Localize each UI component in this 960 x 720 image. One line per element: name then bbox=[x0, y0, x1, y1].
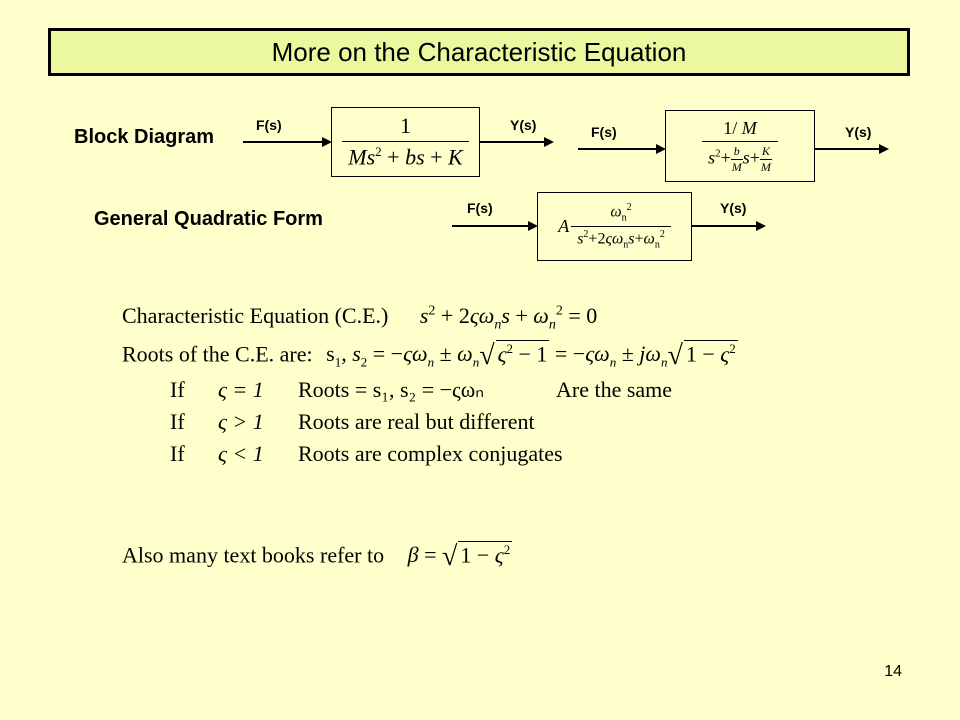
block-diagram-label: Block Diagram bbox=[74, 126, 215, 148]
tf1-denominator: $Ms^2$ + bs + K bbox=[342, 141, 468, 170]
characteristic-equation bbox=[122, 303, 597, 333]
tf3-fraction bbox=[571, 202, 671, 250]
if-word-2: If bbox=[170, 409, 185, 434]
case1-condition: ς = 1 bbox=[218, 377, 264, 402]
transfer-block-3 bbox=[537, 192, 692, 261]
ce-formula: $s^2 + 2\varsigma\omega_ns + \omega_n^2 = 0$ bbox=[419, 303, 598, 333]
tf3-gain: A bbox=[558, 216, 570, 236]
tf2-fraction bbox=[702, 118, 778, 175]
block1-output-arrow bbox=[480, 141, 552, 143]
case2-text: Roots are real but different bbox=[298, 409, 535, 434]
block2-output-arrow bbox=[815, 148, 887, 150]
tf1-fraction bbox=[342, 113, 468, 170]
block1-input-label: F(s) bbox=[256, 117, 282, 133]
block2-input-arrow bbox=[578, 148, 664, 150]
if-word-1: If bbox=[170, 377, 185, 402]
tf3-numerator: $\omega_n^2$ bbox=[610, 202, 632, 224]
tf1-numerator: 1 bbox=[399, 113, 411, 139]
roots-equation bbox=[122, 340, 738, 372]
block2-output-label: Y(s) bbox=[845, 124, 872, 140]
block1-input-arrow bbox=[243, 141, 330, 143]
block3-output-label: Y(s) bbox=[720, 200, 747, 216]
case2-condition: ς > 1 bbox=[218, 409, 264, 434]
if-word-3: If bbox=[170, 441, 185, 466]
tf3-denominator: $s^2+2\varsigma\omega_ns+\omega_n^2$ bbox=[571, 226, 671, 251]
tf2-denominator: $s^2+$ $\frac{b}{M}$ s+ $\frac{K}{M}$ bbox=[702, 141, 778, 175]
case3-condition: ς < 1 bbox=[218, 441, 264, 466]
tf2-numerator: 1/ M bbox=[723, 117, 757, 138]
page-number: 14 bbox=[884, 663, 902, 680]
transfer-block-2 bbox=[665, 110, 815, 182]
beta-text: Also many text books refer to bbox=[122, 542, 385, 568]
case1-note: Are the same bbox=[556, 377, 673, 402]
beta-definition bbox=[122, 541, 512, 573]
block3-input-label: F(s) bbox=[467, 200, 493, 216]
ce-label: Characteristic Equation (C.E.) bbox=[122, 303, 389, 328]
block2-input-label: F(s) bbox=[591, 124, 617, 140]
general-quadratic-label: General Quadratic Form bbox=[94, 208, 323, 230]
beta-formula: β = √ $1 - \varsigma^2$ bbox=[407, 541, 511, 573]
block3-output-arrow bbox=[692, 225, 764, 227]
case3-text: Roots are complex conjugates bbox=[298, 441, 563, 466]
transfer-block-1 bbox=[331, 107, 480, 177]
block3-input-arrow bbox=[452, 225, 536, 227]
block1-output-label: Y(s) bbox=[510, 117, 537, 133]
case1-text: Roots = s₁, s₂ = −ςωₙ bbox=[298, 377, 484, 402]
slide-title-text: More on the Characteristic Equation bbox=[271, 36, 687, 67]
slide-title bbox=[48, 28, 910, 76]
roots-label: Roots of the C.E. are: bbox=[122, 341, 313, 367]
roots-formula: $s_1$, $s_2 = -\varsigma\omega_n \pm \omega_n√$ $\varsigma^2 - 1 = -\varsigma\omega_n \pm j\omega_n√$ $1 - \varsigma^2$ bbox=[326, 340, 736, 372]
